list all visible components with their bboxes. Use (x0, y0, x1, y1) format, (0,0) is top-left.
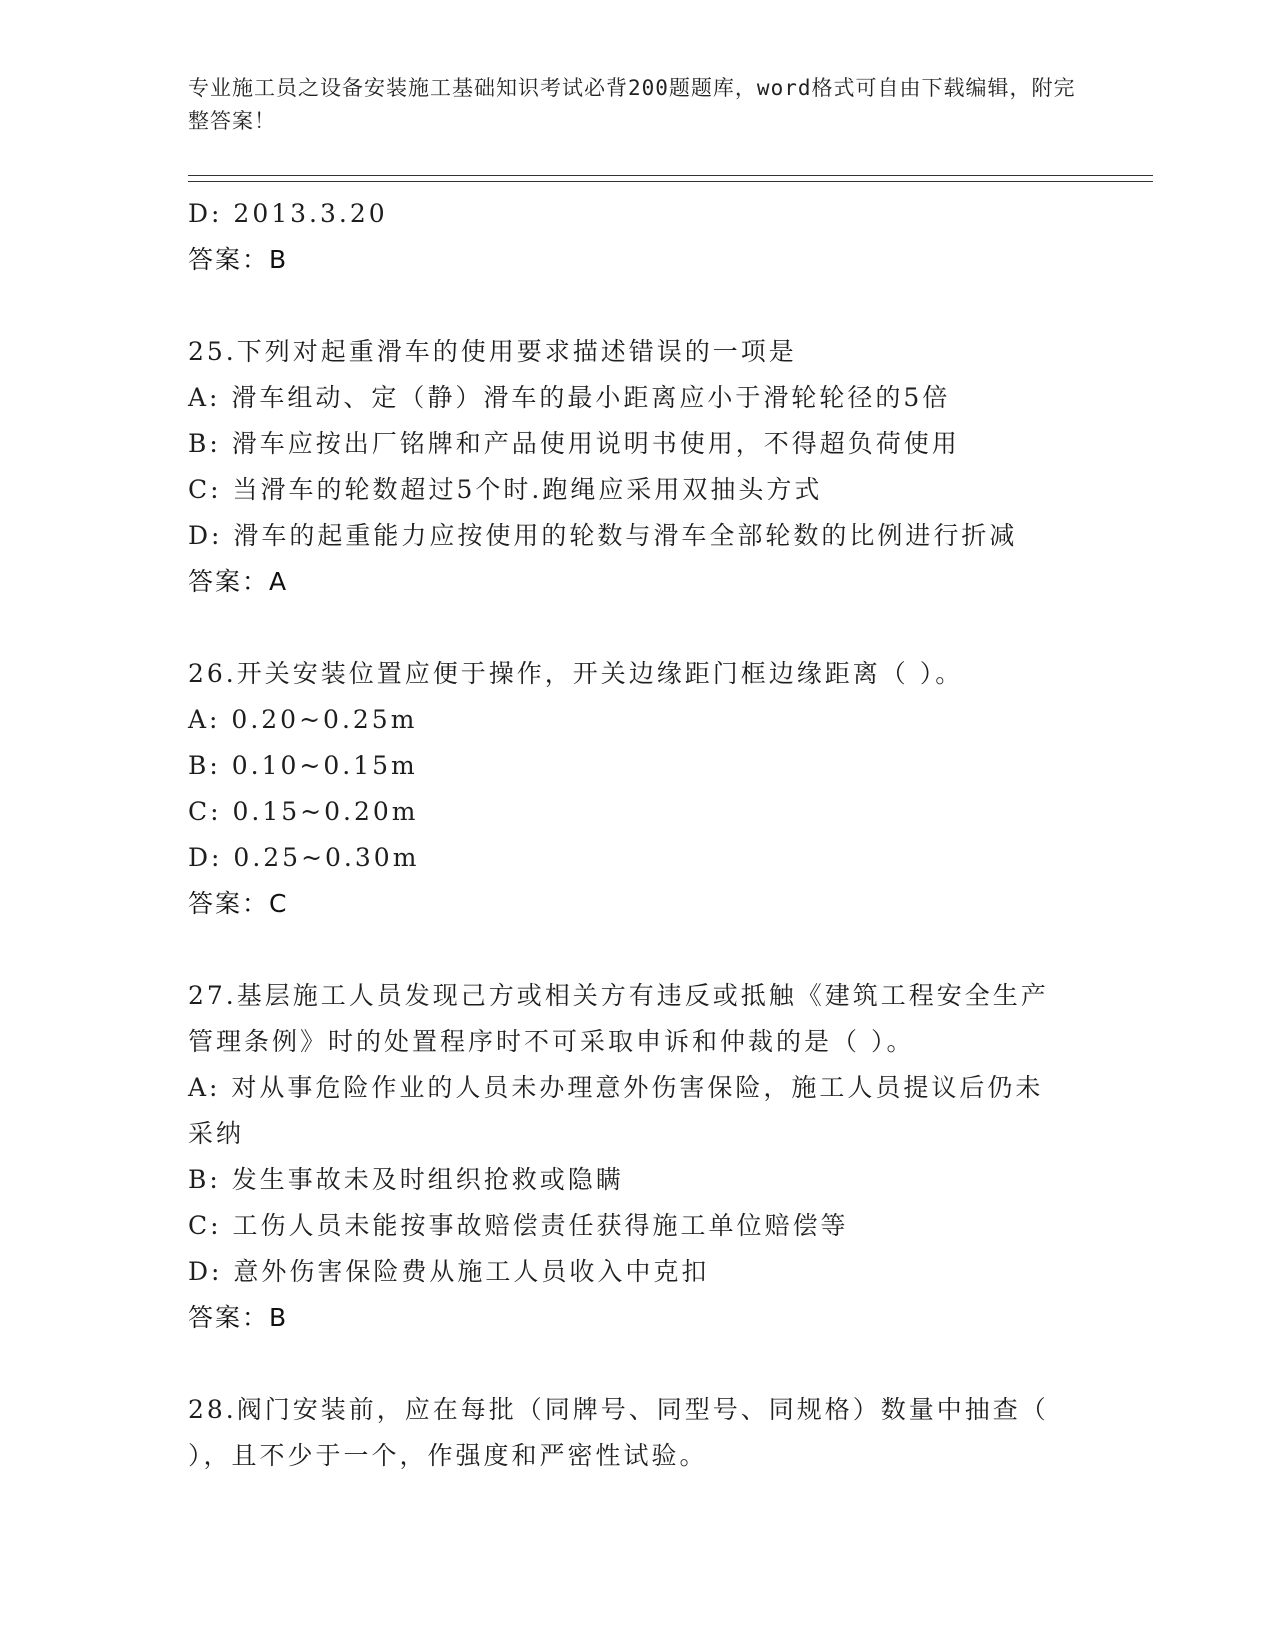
spacer (188, 605, 1088, 651)
option-b: B: 滑车应按出厂铭牌和产品使用说明书使用，不得超负荷使用 (188, 429, 960, 458)
option-d: D: 滑车的起重能力应按使用的轮数与滑车全部轮数的比例进行折减 (188, 521, 1018, 550)
option-c: C: 0.15~0.20m (188, 797, 419, 826)
question-text: 28.阀门安装前，应在每批（同牌号、同型号、同规格）数量中抽查（ ），且不少于一个，作强度和严密性试验。 (188, 1395, 1049, 1470)
option-a: A: 对从事危险作业的人员未办理意外伤害保险，施工人员提议后仍未采纳 (188, 1073, 1044, 1148)
option-b: B: 0.10~0.15m (188, 751, 418, 780)
question-text: 27.基层施工人员发现己方或相关方有违反或抵触《建筑工程安全生产管理条例》时的处置程序时不可采取申诉和仲裁的是（ ）。 (188, 981, 1049, 1056)
question-block-26 (188, 651, 1088, 927)
answer-line: 答案：A (188, 567, 289, 596)
answer-line: 答案：B (188, 1303, 289, 1332)
question-block-27 (188, 973, 1088, 1341)
option-c: C: 当滑车的轮数超过5个时.跑绳应采用双抽头方式 (188, 475, 823, 504)
question-block-24 (188, 191, 1088, 283)
answer-line: 答案：C (188, 889, 289, 918)
option-a: A: 0.20~0.25m (188, 705, 418, 734)
option-a: A: 滑车组动、定（静）滑车的最小距离应小于滑轮轮径的5倍 (188, 383, 951, 412)
option-c: C: 工伤人员未能按事故赔偿责任获得施工单位赔偿等 (188, 1211, 849, 1240)
option-b: B: 发生事故未及时组织抢救或隐瞒 (188, 1165, 624, 1194)
spacer (188, 927, 1088, 973)
question-block-28 (188, 1387, 1088, 1479)
header-rule-top (188, 175, 1153, 176)
question-text: 25.下列对起重滑车的使用要求描述错误的一项是 (188, 337, 797, 366)
spacer (188, 1341, 1088, 1387)
answer-line: 答案：B (188, 245, 289, 274)
header-rule-bottom (188, 181, 1153, 182)
option-d: D: 0.25~0.30m (188, 843, 420, 872)
spacer (188, 283, 1088, 329)
question-list (188, 191, 1088, 1479)
option-d: D: 意外伤害保险费从施工人员收入中克扣 (188, 1257, 710, 1286)
question-block-25 (188, 329, 1088, 605)
option-d: D: 2013.3.20 (188, 199, 388, 228)
document-header: 专业施工员之设备安装施工基础知识考试必背200题题库，word格式可自由下载编辑，附完整答案！ (188, 76, 1076, 133)
question-text: 26.开关安装位置应便于操作，开关边缘距门框边缘距离（ ）。 (188, 659, 964, 688)
